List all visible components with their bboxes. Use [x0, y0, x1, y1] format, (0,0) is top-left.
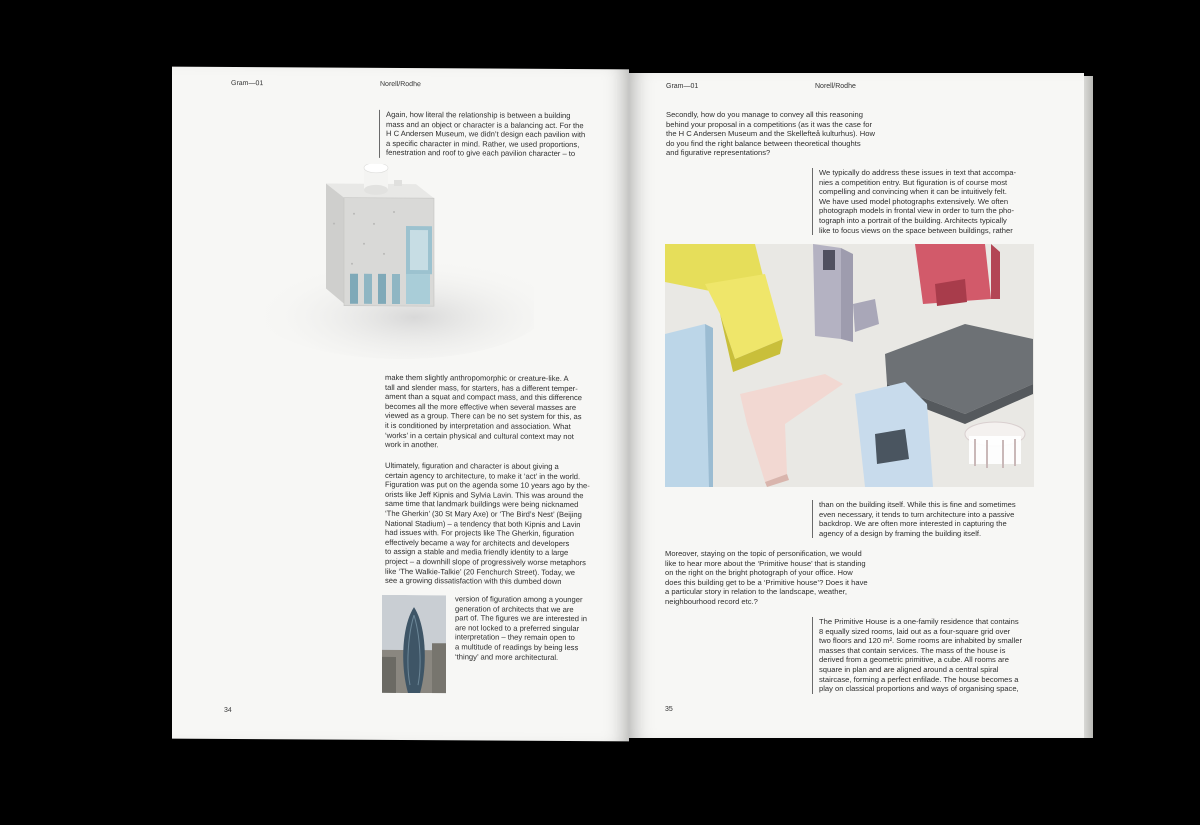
- magazine-edge: [1084, 76, 1093, 738]
- running-header-author: Norell/Rodhe: [380, 80, 421, 89]
- running-header-left: Gram—01: [231, 79, 264, 88]
- photo-gherkin: [382, 595, 446, 693]
- paragraph-opening: Again, how literal the relationship is between a building mass and an object or character is a balancing act. For the H C Andersen Museum, we didn’t design each pavilion with a specific character in mind. Rather, we used proportions, fenestration and roof to give each pavilion character – to: [379, 110, 626, 159]
- model-photo-colourful: [665, 244, 1034, 487]
- model-photo-pavilion: [234, 163, 534, 365]
- left-page: [172, 67, 629, 742]
- answer-competition-continued: than on the building itself. While this is fine and sometimes even necessary, it tends to turn architecture into a passive backdrop. We are often more interested in capturing the agency of a design by framing the building itself.: [812, 500, 1044, 538]
- question-primitive-house: Moreover, staying on the topic of personification, we would like to hear more about the ‘Primitive house’ that is standing on the right on the bright photograph of your office. How does this building get to be a ‘Primitive house’? Does it have a particular story in relation to the landscape, weather, neighbourhood record etc.?: [665, 549, 868, 606]
- answer-primitive-house: The Primitive House is a one-family residence that contains 8 equally sized rooms, laid out as a four-square grid over two floors and 120 m². Some rooms are inhabited by smaller masses that contain services. The mass of the house is derived from a geometric primitive, a cube. All rooms are square in plan and are aligned around a central spiral staircase, forming a perfect enfilade. The house becomes a play on classical proportions and ways of organising space,: [812, 617, 1044, 694]
- page-number-left: 34: [224, 706, 232, 714]
- page-number-right: 35: [665, 706, 673, 713]
- paragraph-younger-generation: version of figuration among a younger generation of architects that we are part of. The figures we are interested in are not locked to a preferred singular interpretation – they remain open to a multitude of readings by being less ‘thingy’ and more architectural.: [455, 594, 587, 662]
- question-competition: Secondly, how do you manage to convey all this reasoning behind your proposal in a competitions (as it was the case for the H C Andersen Museum and the Skellefteå kulturhus). How do you find the right balance between theoretical thoughts and figurative representations?: [666, 110, 875, 158]
- running-header-author-right: Norell/Rodhe: [815, 83, 856, 90]
- paragraph-figuration: Ultimately, figuration and character is about giving a certain agency to architecture, to make it ‘act’ in the world. Figuration was put on the agenda some 10 years ago by the- orists like Jeff Kipnis and Sylvia Lavin. This was around the same time that landmark buildings were being nicknamed ‘The Gherkin’ (30 St Mary Axe) or ‘The Bird’s Nest’ (Beijing National Stadium) – a tendency that both Kipnis and Lavin had issues with. For projects like The Gherkin, figuration effectively became a way for architects and developers to assign a stable and media friendly identity to a large project – a downhill slope of progressively worse metaphors like ‘The Walkie-Talkie’ (20 Fenchurch Street). Today, we see a growing dissatisfaction with this dumbed down: [385, 460, 590, 587]
- paragraph-anthropomorphic: make them slightly anthropomorphic or creature-like. A tall and slender mass, for starters, has a different temper- ament than a squat and compact mass, and this difference becomes all the more effective when several masses are viewed as a group. There can be no set system for this, as it is conditioned by interpretation and association. What ‘works’ in a certain physical and cultural context may not work in another.: [385, 372, 582, 450]
- right-page: [629, 73, 1084, 738]
- answer-competition: We typically do address these issues in text that accompa- nies a competition entry. But figuration is of course most compelling and convincing when it can be intuitively felt. We have used model photographs extensively. We often photograph models in frontal view in order to turn the pho- tograph into a portrait of the building. Architects typically like to focus views on the space between buildings, rather: [812, 168, 1044, 235]
- running-header-right: Gram—01: [666, 83, 699, 90]
